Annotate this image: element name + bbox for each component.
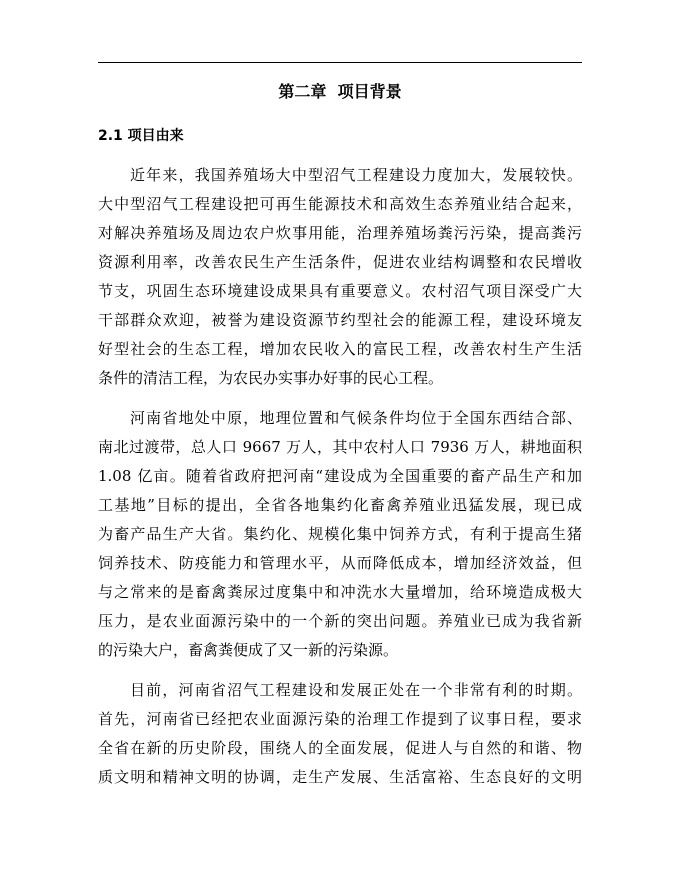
paragraph-3: [98, 676, 582, 792]
paragraph-line: 干部群众欢迎，被誉为建设资源节约型社会的能源工程，建设环境友: [98, 311, 582, 329]
paragraph-line: 饲养技术、防疫能力和管理水平，从而降低成本，增加经济效益，但: [98, 554, 582, 572]
paragraph-2: [98, 404, 582, 665]
paragraph-line: 对解决养殖场及周边农户炊事用能，治理养殖场粪污污染，提高粪污: [98, 224, 582, 242]
chapter-title: 第二章 项目背景: [278, 82, 402, 101]
paragraph-line: 1.08 亿亩。随着省政府把河南“建设成为全国重要的畜产品生产和加: [98, 467, 582, 485]
paragraph-line: 首先，河南省已经把农业面源污染的治理工作提到了议事日程，要求: [98, 710, 582, 728]
paragraph-line: 条件的清洁工程，为农民办实事办好事的民心工程。: [98, 369, 444, 387]
paragraph-gap: [98, 665, 582, 676]
paragraph-line: 压力，是农业面源污染中的一个新的突出问题。养殖业已成为我省新: [98, 612, 582, 630]
paragraph-line: 大中型沼气工程建设把可再生能源技术和高效生态养殖业结合起来，: [98, 195, 582, 213]
paragraph-line: 河南省地处中原，地理位置和气候条件均位于全国东西结合部、: [130, 409, 582, 427]
paragraph-line: 好型社会的生态工程，增加农民收入的富民工程，改善农村生产生活: [98, 340, 582, 358]
paragraph-line: 与之常来的是畜禽粪尿过度集中和冲洗水大量增加，给环境造成极大: [98, 583, 582, 601]
body-text: [98, 161, 582, 792]
paragraph-line: 近年来，我国养殖场大中型沼气工程建设力度加大，发展较快。: [130, 166, 582, 184]
paragraph-line: 南北过渡带，总人口 9667 万人，其中农村人口 7936 万人，耕地面积: [98, 438, 582, 456]
paragraph-line: 为畜产品生产大省。集约化、规模化集中饲养方式，有利于提高生猪: [98, 525, 582, 543]
section-title: 2.1 项目由来: [98, 128, 184, 144]
paragraph-gap: [98, 393, 582, 404]
paragraph-1: [98, 161, 582, 393]
paragraph-line: 目前，河南省沼气工程建设和发展正处在一个非常有利的时期。: [130, 681, 582, 699]
paragraph-line: 全省在新的历史阶段，围绕人的全面发展，促进人与自然的和谐、物: [98, 739, 582, 757]
paragraph-line: 资源利用率，改善农民生产生活条件，促进农业结构调整和农民增收: [98, 253, 582, 271]
header-rule: [98, 62, 582, 63]
paragraph-line: 节支，巩固生态环境建设成果具有重要意义。农村沼气项目深受广大: [98, 282, 582, 300]
paragraph-line: 质文明和精神文明的协调，走生产发展、生活富裕、生态良好的文明: [98, 768, 582, 786]
paragraph-line: 工基地”目标的提出，全省各地集约化畜禽养殖业迅猛发展，现已成: [98, 496, 582, 514]
paragraph-line: 的污染大户，畜禽粪便成了又一新的污染源。: [98, 641, 399, 659]
